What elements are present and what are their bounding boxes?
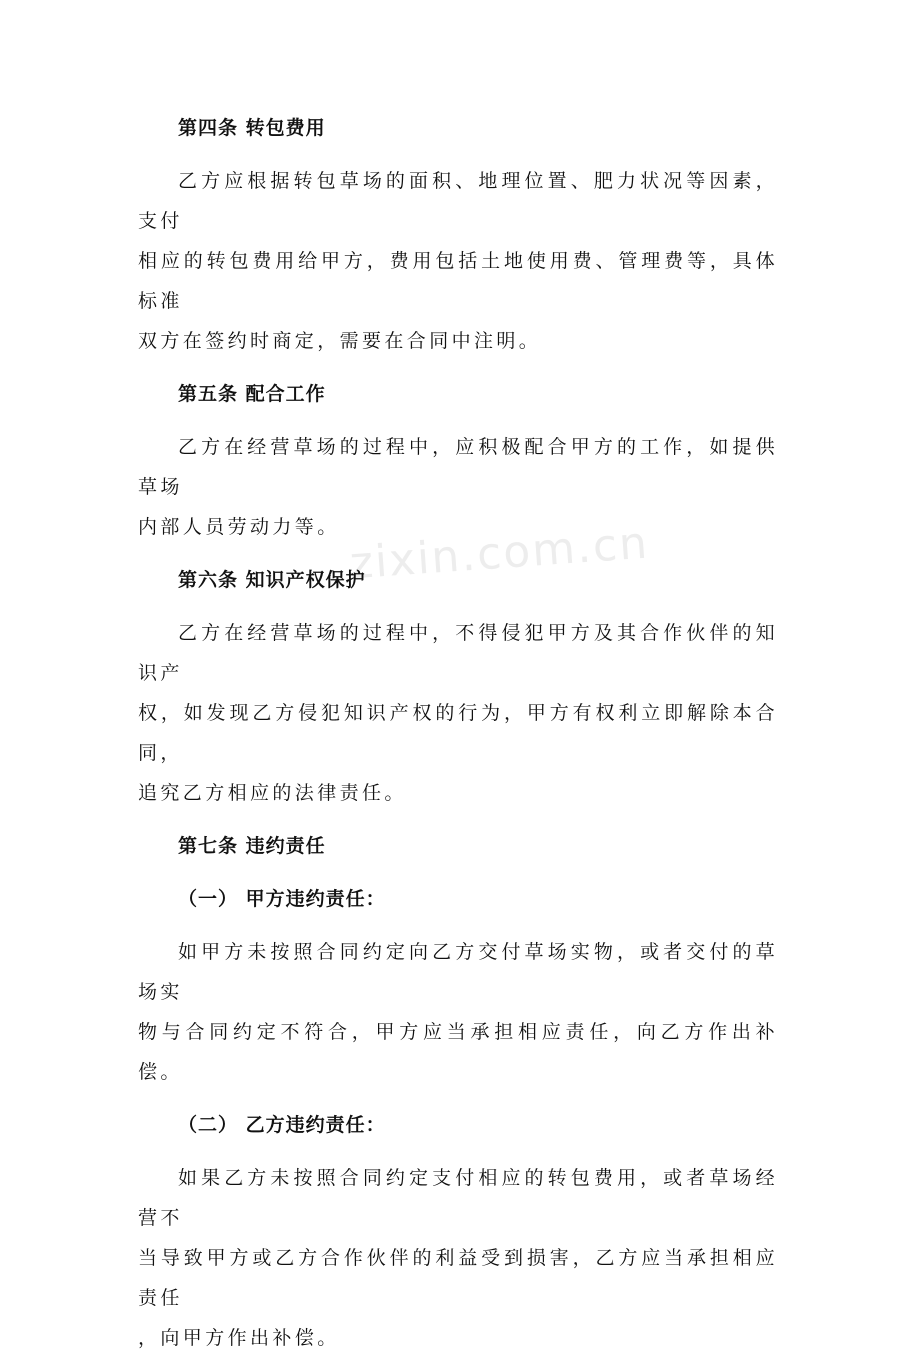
paragraph-line: 乙方在经营草场的过程中，应积极配合甲方的工作，如提供草场 [138,436,778,498]
paragraph-line: 乙方在经营草场的过程中，不得侵犯甲方及其合作伙伴的知识产 [138,622,778,684]
paragraph-line: 内部人员劳动力等。 [138,516,340,538]
paragraph-line: 物与合同约定不符合，甲方应当承担相应责任，向乙方作出补偿。 [138,1021,778,1083]
paragraph-line: 权，如发现乙方侵犯知识产权的行为，甲方有权利立即解除本合同， [138,702,778,764]
article-4-title: 第四条 转包费用 [178,117,326,139]
paragraph-line: 如甲方未按照合同约定向乙方交付草场实物，或者交付的草场实 [138,941,778,1003]
watermark: zixin.com.cn [348,517,651,590]
paragraph-line: 追究乙方相应的法律责任。 [138,782,407,804]
article-7-subsection-1-title: （一） 甲方违约责任： [178,888,386,910]
paragraph-line: 如果乙方未按照合同约定支付相应的转包费用，或者草场经营不 [138,1167,778,1229]
article-7-subsection-2-title: （二） 乙方违约责任： [178,1114,386,1136]
article-7-subsection-2-paragraph [138,1158,778,1358]
paragraph-line: 乙方应根据转包草场的面积、地理位置、肥力状况等因素，支付 [138,170,778,232]
article-7-subsection-1-paragraph [138,932,778,1092]
article-5-paragraph [138,427,778,547]
article-6-title: 第六条 知识产权保护 [178,569,366,591]
article-6-paragraph [138,613,778,813]
paragraph-line: 双方在签约时商定，需要在合同中注明。 [138,330,542,352]
document-body [138,108,778,1371]
paragraph-line: 当导致甲方或乙方合作伙伴的利益受到损害，乙方应当承担相应责任 [138,1247,778,1309]
paragraph-line: ，向甲方作出补偿。 [138,1327,340,1349]
article-4-paragraph [138,161,778,361]
article-5-title: 第五条 配合工作 [178,383,326,405]
paragraph-line: 相应的转包费用给甲方，费用包括土地使用费、管理费等，具体标准 [138,250,778,312]
article-7-title: 第七条 违约责任 [178,835,326,857]
